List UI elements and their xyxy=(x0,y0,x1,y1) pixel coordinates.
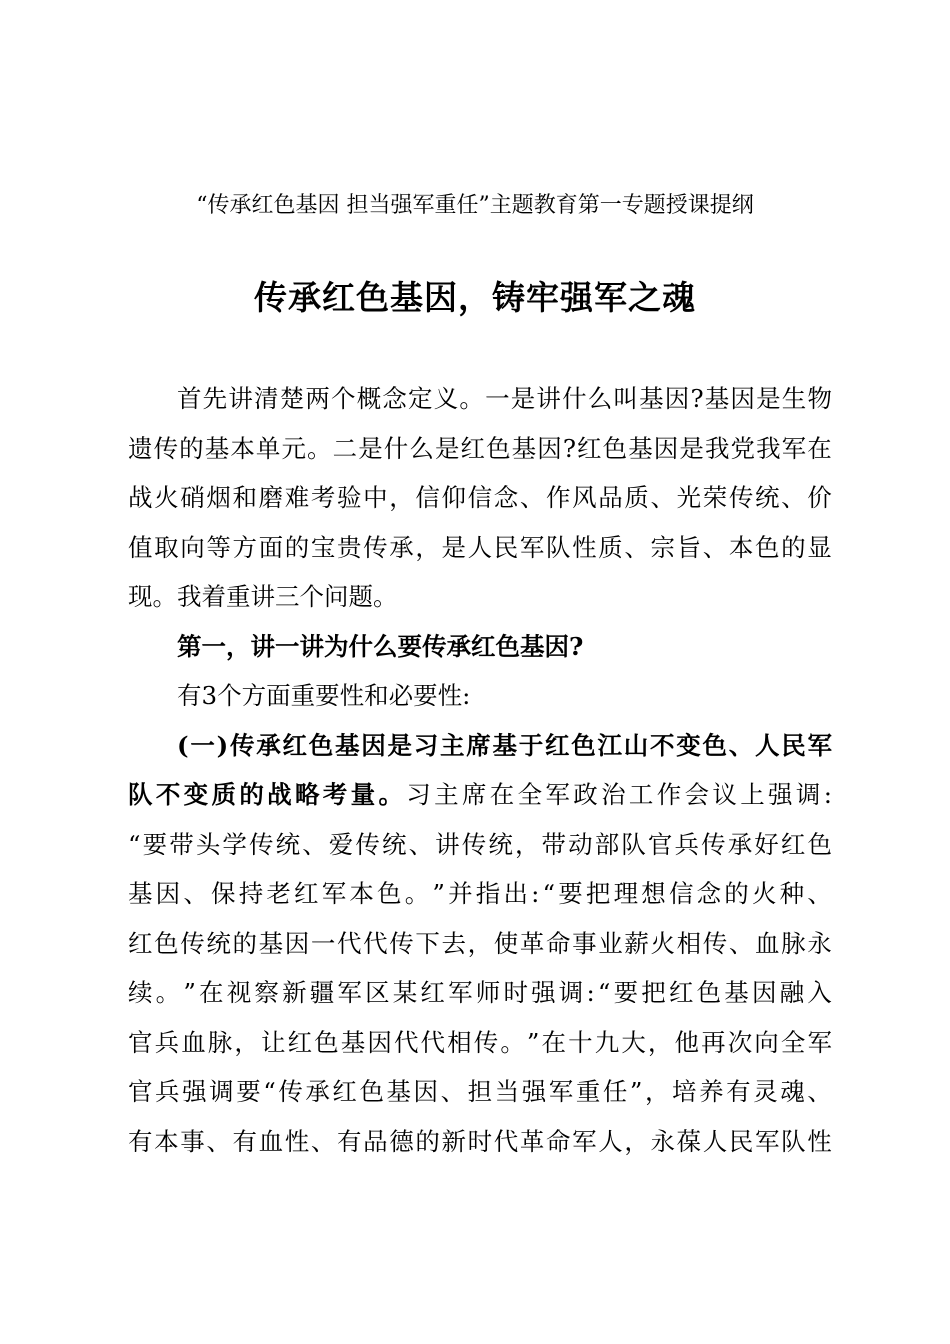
body-line: 首 先 讲 清 楚 两 个 概 念 定 义 。 一 是 讲 什 么 叫 基 因 ? 基 因 是 生 物 xyxy=(177,384,832,413)
body-line: ( 一 ) 传 承 红 色 基 因 是 习 主 席 基 于 红 色 江 山 不 变 色 、 人 民 军 xyxy=(177,730,832,760)
body-line: 现 。 我 着 重 讲 三 个 问 题 。 xyxy=(128,582,398,611)
body-line: 红 色 传 统 的 基 因 一 代 代 传 下 去 ， 使 革 命 事 业 薪 火 相 传 、 血 脉 永 xyxy=(128,928,832,958)
document-subtitle: “传承红色基因 担当强军重任”主题教育第一专题授课提纲 xyxy=(196,193,754,218)
body-line: “ 要 带 头 学 传 统 、 爱 传 统 、 讲 传 统 ， 带 动 部 队 官 兵 传 承 好 红 色 xyxy=(128,829,832,859)
body-line: 官 兵 血 脉 ， 让 红 色 基 因 代 代 相 传 。 ” 在 十 九 大 ， 他 再 次 向 全 军 xyxy=(128,1027,832,1057)
body-line: 续 。 ” 在 视 察 新 疆 军 区 某 红 军 师 时 强 调 : “ 要 把 红 色 基 因 融 入 xyxy=(128,978,832,1007)
body-line: 战 火 硝 烟 和 磨 难 考 验 中 ， 信 仰 信 念 、 作 风 品 质 、 光 荣 传 统 、 价 xyxy=(128,483,832,512)
document-title: 传承红色基因，铸牢强军之魂 xyxy=(254,278,696,317)
body-line: 队 不 变 质 的 战 略 考 量 。 习 主 席 在 全 军 政 治 工 作 会 议 上 强 调 : xyxy=(128,780,832,809)
document-body xyxy=(128,374,832,1166)
body-line: 遗 传 的 基 本 单 元 。 二 是 什 么 是 红 色 基 因 ? 红 色 基 因 是 我 党 我 军 在 xyxy=(128,433,832,463)
body-line: 有 本 事 、 有 血 性 、 有 品 德 的 新 时 代 革 命 军 人 ， 永 葆 人 民 军 队 性 xyxy=(128,1126,832,1156)
body-line: 值 取 向 等 方 面 的 宝 贵 传 承 ， 是 人 民 军 队 性 质 、 宗 旨 、 本 色 的 显 xyxy=(128,532,832,562)
body-line: 第 一 ， 讲 一 讲 为 什 么 要 传 承 红 色 基 因 ? xyxy=(177,631,584,661)
body-line: 有 3 个 方 面 重 要 性 和 必 要 性 : xyxy=(177,681,471,710)
body-line: 官 兵 强 调 要 “ 传 承 红 色 基 因 、 担 当 强 军 重 任 ” ， 培 养 有 灵 魂 、 xyxy=(128,1077,832,1106)
body-line: 基 因 、 保 持 老 红 军 本 色 。 ” 并 指 出 : “ 要 把 理 想 信 念 的 火 种 、 xyxy=(128,879,832,908)
